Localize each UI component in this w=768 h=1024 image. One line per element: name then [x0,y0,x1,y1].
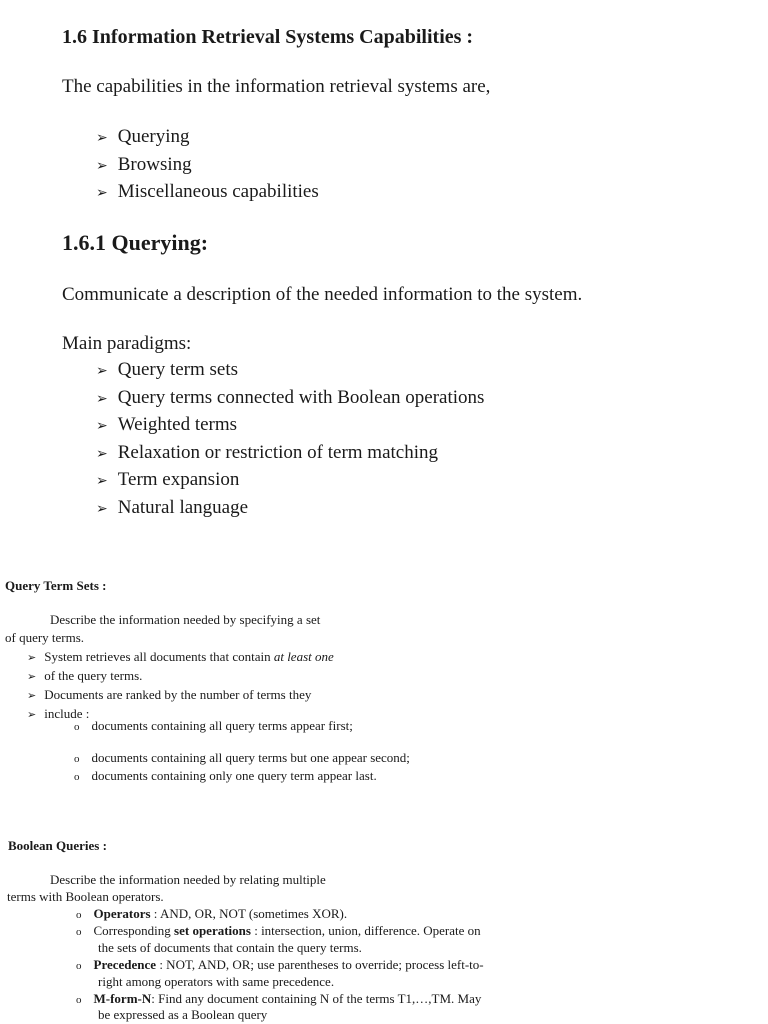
qts-line-1: Describe the information needed by specifying a set [50,612,321,627]
list-item: ➢ Term expansion [96,467,484,495]
query-term-sets-heading: Query Term Sets : [5,578,107,593]
arrow-bullet-icon: ➢ [27,709,37,721]
arrow-bullet-icon: ➢ [96,186,108,201]
list-item: ➢ Query term sets [96,357,484,385]
arrow-bullet-icon: ➢ [96,364,108,379]
paradigms-label: Main paradigms: [62,333,192,354]
arrow-bullet-icon: ➢ [96,501,108,517]
list-item: ➢ Querying [96,124,319,152]
section-heading-1-6: 1.6 Information Retrieval Systems Capabilities : [62,26,474,48]
paradigms-list [96,357,484,522]
list-item: ➢ of the query terms. [27,667,334,686]
list-item: ➢ Relaxation or restriction of term matching [96,440,484,468]
circle-bullet-icon: o [76,994,82,1006]
list-item: ➢ Browsing [96,152,319,180]
circle-bullet-icon: o [76,909,82,921]
bq-precedence-item: o Precedence : NOT, AND, OR; use parentheses to override; process left-to- [76,957,484,972]
capabilities-list [96,124,319,207]
arrow-bullet-icon: ➢ [96,474,108,489]
arrow-bullet-icon: ➢ [27,671,37,683]
querying-description: Communicate a description of the needed information to the system. [62,284,583,305]
bq-mform-cont: be expressed as a Boolean query [98,1007,268,1022]
bq-set-operations-item: o Corresponding set operations : intersection, union, difference. Operate on [76,923,481,938]
section-intro: The capabilities in the information retrieval systems are, [62,76,491,97]
qts-sub-item-3: o documents containing only one query term appear last. [74,768,377,783]
qts-bullet-list [27,648,334,724]
bq-operators-item: o Operators : AND, OR, NOT (sometimes XOR). [76,906,348,921]
qts-sub-item-2: o documents containing all query terms but one appear second; [74,750,410,765]
arrow-bullet-icon: ➢ [96,446,108,462]
list-item: ➢ include : [27,705,334,724]
section-heading-1-6-1: 1.6.1 Querying: [62,230,209,255]
list-item: ➢ Documents are ranked by the number of terms they [27,686,334,705]
list-item: ➢ Query terms connected with Boolean operations [96,385,484,413]
circle-bullet-icon: o [76,926,82,938]
list-item: ➢ System retrieves all documents that contain at least one [27,648,334,667]
bq-precedence-cont: right among operators with same precedence. [98,974,335,989]
qts-sub-item-1: o documents containing all query terms appear first; [74,718,353,733]
circle-bullet-icon: o [76,960,82,972]
circle-bullet-icon: o [74,721,80,733]
bq-line-2: terms with Boolean operators. [7,889,164,904]
bq-set-operations-cont: the sets of documents that contain the query terms. [98,940,362,955]
list-item: ➢ Miscellaneous capabilities [96,179,319,207]
arrow-bullet-icon: ➢ [96,131,108,146]
circle-bullet-icon: o [74,771,80,783]
arrow-bullet-icon: ➢ [27,690,37,702]
arrow-bullet-icon: ➢ [96,419,108,434]
arrow-bullet-icon: ➢ [27,652,37,664]
list-item: ➢ Natural language [96,495,484,523]
boolean-queries-heading: Boolean Queries : [8,838,107,853]
bq-line-1: Describe the information needed by relating multiple [50,872,326,887]
qts-line-2: of query terms. [5,630,85,645]
arrow-bullet-icon: ➢ [96,391,108,407]
list-item: ➢ Weighted terms [96,412,484,440]
bq-mform-item: o M-form-N: Find any document containing N of the terms T1,…,TM. May [76,991,482,1006]
arrow-bullet-icon: ➢ [96,158,108,174]
circle-bullet-icon: o [74,753,80,765]
